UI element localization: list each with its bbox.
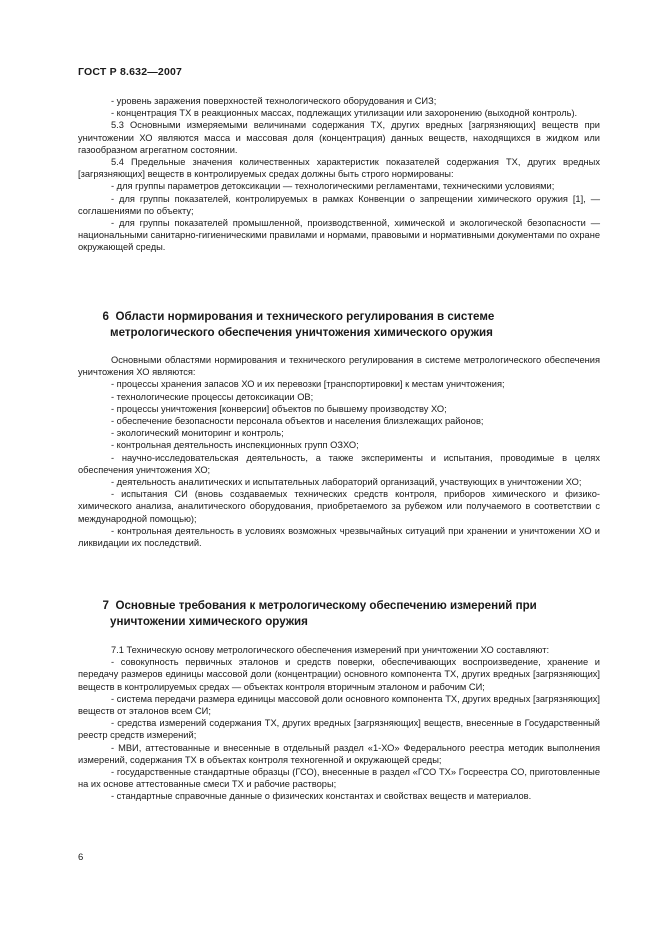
paragraph: - контрольная деятельность инспекционных групп ОЗХО; <box>111 440 359 451</box>
paragraph: - испытания СИ (вновь создаваемых технических средств контроля, приборов химического и физико-химического анализа, аналитического оборудования, приобретаемого за рубежом или получаемого в соответствии с международной помощью); <box>78 489 600 524</box>
paragraph: - процессы уничтожения [конверсии] объектов по бывшему производству ХО; <box>111 403 447 414</box>
section-title-line: метрологического обеспечения уничтожения химического оружия <box>110 325 493 339</box>
paragraph: - контрольная деятельность в условиях возможных чрезвычайных ситуаций при хранении и уничтожении ХО и ликвидации их последствий. <box>78 525 600 549</box>
paragraph: - процессы хранения запасов ХО и их перевозки [транспортировки] к местам уничтожения; <box>111 379 505 390</box>
paragraph: - научно-исследовательская деятельность, а также эксперименты и испытания, проводимые в целях обеспечения уничтожения ХО; <box>78 452 600 475</box>
paragraph: - стандартные справочные данные о физических константах и свойствах веществ и материалов. <box>111 791 532 802</box>
paragraph: - государственные стандартные образцы (ГСО), внесенные в раздел «ГСО ТХ» Госреестра СО, приготовленные на их основе аттестованные смеси ТХ и рабочие растворы; <box>78 767 600 790</box>
page-number: 6 <box>78 852 84 863</box>
paragraph: - совокупность первичных эталонов и средств поверки, обеспечивающих воспроизведение, хранение и передачу размеров единицы массовой доли (концентрации) основного компонента ТХ, других вредных [загрязняющих] веществ в контролируемых средах — объектах контроля вторичным эталоном и рабочим СИ; <box>78 657 600 692</box>
paragraph: - для группы показателей, контролируемых в рамках Конвенции о запрещении химического оружия [1], — соглашениями по объекту; <box>78 193 600 216</box>
paragraph: 7.1 Техническую основу метрологического обеспечения измерений при уничтожении ХО составляют: <box>111 645 550 655</box>
paragraph: Основными областями нормирования и технического регулирования в системе метрологического обеспечения уничтожения ХО являются: <box>78 355 600 378</box>
section-title-line: Основные требования к метрологическому обеспечению измерений при <box>115 599 537 612</box>
section-6-heading <box>78 309 608 340</box>
paragraph: - технологические процессы детоксикации ОВ; <box>111 391 314 402</box>
paragraph: - для группы параметров детоксикации — технологическими регламентами, техническими условиями; <box>111 181 555 192</box>
text-block-section-5 <box>78 95 600 254</box>
paragraph: - система передачи размера единицы массовой доли основного компонента ТХ, других вредных [загрязняющих] веществ от эталонов всем СИ; <box>78 693 600 717</box>
section-number: 6 <box>102 310 109 323</box>
standard-header: ГОСТ Р 8.632—2007 <box>78 66 183 78</box>
paragraph: 5.3 Основными измеряемыми величинами содержания ТХ, других вредных [загрязняющих] веществ при уничтожении ХО являются масса и массовая доля (концентрация) данных веществ, находящихся в жидком или газообразном агрегатном состоянии. <box>78 120 600 155</box>
paragraph: 5.4 Предельные значения количественных характеристик показателей содержания ТХ, других вредных [загрязняющих] веществ в контролируемых средах должны быть строго нормированы: <box>78 157 600 180</box>
paragraph: - для группы показателей промышленной, производственной, химической и экологической безопасности — национальными санитарно-гигиеническими правилами и нормами, правовыми и нормативными документами по охране окружающей среды. <box>78 218 600 253</box>
paragraph: - деятельность аналитических и испытательных лабораторий организаций, участвующих в уничтожении ХО; <box>111 477 582 488</box>
paragraph: - обеспечение безопасности персонала объектов и населения близлежащих районов; <box>111 416 484 427</box>
paragraph: - средства измерений содержания ТХ, других вредных [загрязняющих] веществ, внесенные в Государственный реестр средств измерений; <box>78 718 600 741</box>
paragraph: - экологический мониторинг и контроль; <box>111 428 284 439</box>
paragraph: - концентрация ТХ в реакционных массах, подлежащих утилизации или захоронению (выходной контроль). <box>111 108 578 119</box>
text-block-section-7 <box>78 644 600 803</box>
paragraph: - уровень заражения поверхностей технологического оборудования и СИЗ; <box>111 96 437 106</box>
section-title-line: уничтожении химического оружия <box>110 614 308 628</box>
text-block-section-6 <box>78 354 600 549</box>
paragraph: - МВИ, аттестованные и внесенные в отдельный раздел «1-ХО» Федерального реестра методик выполнения измерений, содержания ТХ в объектах контроля техногенной и окружающей среды; <box>78 742 600 765</box>
section-title-line: Области нормирования и технического регулирования в системе <box>115 310 495 323</box>
section-number: 7 <box>102 599 109 612</box>
section-7-heading <box>78 598 608 629</box>
